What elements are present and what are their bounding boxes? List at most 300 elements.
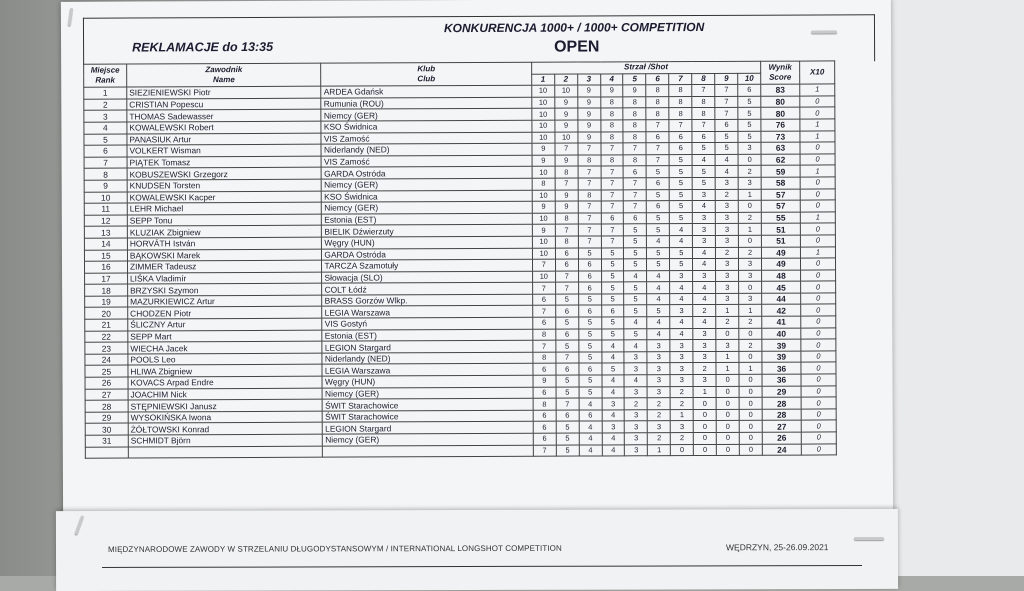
shot-cell: 3 [647, 352, 670, 364]
x10-cell: 0 [801, 397, 836, 409]
shot-cell: 5 [669, 154, 692, 166]
name-cell: BĄKOWSKI Marek [127, 249, 322, 261]
name-cell: SIEZIENIEWSKI Piotr [127, 86, 322, 98]
shot-cell: 3 [693, 212, 716, 224]
shot-cell: 8 [623, 97, 646, 109]
shot-cell: 3 [715, 200, 738, 212]
shot-cell: 6 [715, 119, 738, 131]
shot-cell: 9 [578, 132, 601, 144]
score-cell: 29 [762, 386, 801, 398]
rank-cell: 2 [84, 99, 127, 111]
shot-cell: 7 [623, 143, 646, 155]
shot-number-header: 7 [669, 73, 692, 85]
shot-cell: 8 [623, 108, 646, 120]
name-cell: BRZYSKI Szymon [128, 283, 323, 295]
shot-cell: 4 [670, 317, 693, 329]
x10-cell: 0 [800, 223, 835, 235]
name-cell: PANASIUK Artur [127, 133, 322, 145]
club-cell: LEGION Stargard [323, 422, 533, 435]
rank-cell: 14 [84, 238, 127, 250]
rank-cell: 12 [84, 215, 127, 227]
shot-cell: 0 [738, 154, 761, 166]
shot-cell: 5 [670, 247, 693, 259]
shot-cell: 0 [716, 421, 739, 433]
rank-cell: 7 [84, 157, 127, 169]
shot-cell: 6 [579, 410, 602, 422]
shot-cell: 3 [670, 375, 693, 387]
shot-cell: 9 [555, 120, 578, 132]
shot-cell: 5 [601, 247, 624, 259]
shot-cell: 9 [555, 155, 578, 167]
club-cell: Rumunia (ROU) [321, 97, 531, 110]
shot-cell: 6 [646, 131, 669, 143]
x10-cell: 0 [801, 432, 836, 444]
shot-cell: 5 [555, 294, 578, 306]
club-cell: Estonia (EST) [322, 213, 532, 226]
shot-cell: 9 [532, 201, 555, 213]
name-cell: KOWALEWSKI Kacper [127, 191, 322, 203]
shot-cell: 4 [579, 445, 602, 457]
x10-cell: 0 [801, 281, 836, 293]
results-sheet [61, 0, 893, 522]
shot-cell: 7 [532, 259, 555, 271]
shot-cell: 1 [716, 351, 739, 363]
name-cell: ŚLICZNY Artur [128, 318, 323, 330]
shot-cell: 3 [693, 340, 716, 352]
rank-header: Miejsce Rank [84, 64, 127, 87]
x10-cell: 0 [801, 339, 836, 351]
rank-cell: 8 [84, 168, 127, 180]
shot-cell: 5 [669, 177, 692, 189]
score-cell: 40 [762, 328, 801, 340]
shot-number-header: 5 [623, 73, 646, 85]
shot-cell: 3 [693, 374, 716, 386]
shot-cell: 2 [670, 386, 693, 398]
shot-cell: 0 [739, 374, 762, 386]
shot-cell: 0 [739, 351, 762, 363]
shot-cell: 6 [692, 131, 715, 143]
shot-cell: 5 [692, 177, 715, 189]
shot-cell: 7 [601, 189, 624, 201]
shot-cell: 5 [556, 375, 579, 387]
shot-cell: 5 [624, 328, 647, 340]
name-cell: SCHMIDT Björn [128, 434, 323, 446]
shot-cell: 3 [670, 340, 693, 352]
shot-cell: 8 [555, 166, 578, 178]
shot-cell: 8 [646, 96, 669, 108]
shot-cell: 7 [715, 85, 738, 97]
club-cell: ARDEA Gdańsk [321, 85, 531, 98]
shot-cell: 3 [716, 282, 739, 294]
shot-cell: 3 [625, 421, 648, 433]
shot-cell: 5 [579, 375, 602, 387]
shot-cell: 4 [693, 247, 716, 259]
shot-cell: 7 [601, 224, 624, 236]
shot-cell: 6 [647, 201, 670, 213]
shot-cell: 8 [646, 108, 669, 120]
shot-cell: 5 [624, 236, 647, 248]
shot-cell: 2 [738, 212, 761, 224]
x10-cell: 0 [801, 328, 836, 340]
name-cell: THOMAS Sadewasser [127, 110, 322, 122]
shot-cell: 10 [532, 190, 555, 202]
shot-cell: 3 [602, 421, 625, 433]
shot-cell: 5 [601, 294, 624, 306]
shot-cell: 0 [716, 432, 739, 444]
shot-cell: 8 [533, 352, 556, 364]
name-cell: KNUDSEN Torsten [127, 179, 322, 191]
name-cell: VOLKERT Wisman [127, 144, 322, 156]
x10-cell: 1 [800, 212, 835, 224]
shot-cell: 2 [648, 398, 671, 410]
shot-cell: 0 [694, 444, 717, 456]
score-cell: 42 [762, 305, 801, 317]
rank-cell: 15 [84, 250, 127, 262]
rank-cell: 30 [85, 423, 128, 435]
shot-cell: 0 [693, 421, 716, 433]
x10-header: X10 [800, 61, 835, 84]
shot-cell: 4 [624, 317, 647, 329]
shot-cell: 5 [578, 247, 601, 259]
shot-number-header: 8 [692, 73, 715, 85]
event-name: MIĘDZYNARODOWE ZAWODY W STRZELANIU DŁUGODYSTANSOWYM / INTERNATIONAL LONGSHOT COMPETITION [107, 543, 562, 554]
x10-cell: 0 [800, 107, 835, 119]
score-cell: 49 [762, 258, 801, 270]
shot-cell: 1 [738, 224, 761, 236]
shot-cell: 0 [738, 200, 761, 212]
shot-cell: 3 [602, 398, 625, 410]
x10-cell: 0 [800, 154, 835, 166]
shot-cell: 5 [578, 294, 601, 306]
shot-cell: 5 [601, 282, 624, 294]
shot-cell: 8 [600, 97, 623, 109]
shot-cell: 5 [669, 166, 692, 178]
shot-cell: 5 [715, 131, 738, 143]
rank-cell: 18 [85, 284, 128, 296]
shot-cell: 10 [532, 120, 555, 132]
shot-cell: 6 [647, 178, 670, 190]
category-title: OPEN [554, 38, 600, 56]
rank-cell: 1 [84, 87, 127, 99]
shot-cell: 6 [624, 166, 647, 178]
shot-cell: 5 [578, 329, 601, 341]
shot-cell: 3 [739, 258, 762, 270]
club-cell: GARDA Ostróda [322, 167, 532, 180]
x10-cell: 0 [800, 177, 835, 189]
score-cell: 80 [761, 96, 800, 108]
shot-cell: 3 [625, 386, 648, 398]
shot-cell: 9 [554, 97, 577, 109]
shot-cell: 6 [555, 306, 578, 318]
club-cell: Węgry (HUN) [322, 375, 532, 388]
shot-cell: 9 [600, 85, 623, 97]
shot-cell: 3 [647, 340, 670, 352]
shot-cell: 5 [556, 445, 579, 457]
shot-cell: 6 [738, 84, 761, 96]
shot-cell: 6 [533, 422, 556, 434]
shot-cell: 7 [646, 120, 669, 132]
club-cell: ŚWIT Starachowice [323, 410, 533, 423]
score-cell: 73 [761, 131, 800, 143]
shot-cell: 9 [578, 120, 601, 132]
rank-cell: 13 [84, 226, 127, 238]
shot-cell: 5 [624, 224, 647, 236]
shot-cell: 5 [624, 247, 647, 259]
score-cell: 48 [762, 270, 801, 282]
shot-cell: 6 [533, 410, 556, 422]
shot-cell: 3 [625, 410, 648, 422]
shot-cell: 6 [578, 271, 601, 283]
rank-cell: 25 [85, 365, 128, 377]
shot-cell: 7 [601, 201, 624, 213]
name-header: Zawodnik Name [127, 63, 322, 87]
club-cell: Niemcy (GER) [323, 433, 533, 446]
footer-divider [102, 565, 862, 568]
score-cell: 83 [761, 84, 800, 96]
shot-cell: 8 [533, 329, 556, 341]
shot-cell: 5 [692, 143, 715, 155]
score-cell: 51 [761, 235, 800, 247]
club-cell: KSO Świdnica [321, 120, 531, 133]
shot-cell: 4 [647, 317, 670, 329]
x10-cell: 1 [800, 246, 835, 258]
shot-cell: 10 [532, 132, 555, 144]
shot-number-header: 10 [738, 73, 761, 85]
shot-cell: 7 [624, 189, 647, 201]
shot-cell: 9 [532, 224, 555, 236]
shot-cell: 2 [716, 247, 739, 259]
shot-cell: 2 [670, 398, 693, 410]
x10-cell: 0 [801, 420, 836, 432]
shot-cell: 3 [716, 293, 739, 305]
shot-cell: 6 [533, 364, 556, 376]
x10-cell: 0 [801, 374, 836, 386]
club-cell: Niemcy (GER) [322, 387, 532, 400]
shot-cell: 7 [556, 398, 579, 410]
shot-cell: 5 [624, 294, 647, 306]
rank-cell: 22 [85, 331, 128, 343]
club-cell: Estonia (EST) [322, 329, 532, 342]
shot-cell: 8 [578, 189, 601, 201]
shot-cell: 5 [624, 282, 647, 294]
shot-cell: 6 [533, 433, 556, 445]
shot-cell: 7 [578, 224, 601, 236]
shot-cell: 0 [716, 374, 739, 386]
shot-cell: 5 [602, 363, 625, 375]
rank-cell: 28 [85, 400, 128, 412]
results-body [84, 84, 837, 458]
score-cell: 36 [762, 374, 801, 386]
shot-cell: 3 [624, 352, 647, 364]
shot-cell: 4 [693, 317, 716, 329]
shot-header: Strzał /Shot [531, 61, 760, 74]
shot-cell: 7 [532, 282, 555, 294]
shot-cell: 10 [532, 97, 555, 109]
shot-cell: 6 [579, 363, 602, 375]
shot-cell: 0 [739, 386, 762, 398]
shot-cell: 6 [556, 363, 579, 375]
reklamacje-note: REKLAMACJE do 13:35 [132, 39, 274, 55]
shot-cell: 3 [648, 421, 671, 433]
shot-cell: 3 [738, 177, 761, 189]
shot-cell: 2 [716, 316, 739, 328]
x10-cell: 0 [801, 304, 836, 316]
club-cell: BIELIK Dźwierzuty [322, 225, 532, 238]
shot-number-header: 3 [577, 74, 600, 86]
pin-icon [854, 537, 884, 540]
x10-cell: 1 [800, 165, 835, 177]
shot-cell: 4 [692, 154, 715, 166]
rank-cell: 26 [85, 377, 128, 389]
score-cell: 36 [762, 363, 801, 375]
name-cell: KOVACS Arpad Endre [128, 376, 323, 388]
shot-cell: 3 [715, 212, 738, 224]
shot-cell: 3 [693, 270, 716, 282]
shot-cell: 8 [669, 96, 692, 108]
shot-cell: 0 [716, 386, 739, 398]
shot-cell: 4 [670, 293, 693, 305]
shot-cell: 6 [555, 259, 578, 271]
shot-cell: 2 [693, 363, 716, 375]
shot-cell: 7 [578, 143, 601, 155]
x10-cell: 1 [800, 119, 835, 131]
shot-cell: 7 [555, 224, 578, 236]
club-cell: Węgry (HUN) [322, 236, 532, 249]
shot-cell: 8 [532, 178, 555, 190]
shot-cell: 0 [738, 235, 761, 247]
shot-cell: 6 [601, 213, 624, 225]
shot-cell: 3 [670, 270, 693, 282]
shot-cell: 4 [715, 154, 738, 166]
sheet-header [83, 14, 875, 64]
club-cell: Niderlandy (NED) [322, 352, 532, 365]
x10-cell: 0 [801, 293, 836, 305]
shot-cell: 7 [533, 340, 556, 352]
shot-cell: 8 [555, 213, 578, 225]
shot-cell: 5 [556, 421, 579, 433]
shot-cell: 6 [578, 259, 601, 271]
shot-cell: 4 [602, 444, 625, 456]
name-cell: STĘPNIEWSKI Janusz [128, 399, 323, 411]
x10-cell: 0 [801, 270, 836, 282]
rank-cell: 9 [84, 180, 127, 192]
shot-cell: 3 [670, 305, 693, 317]
rank-cell: 10 [84, 192, 127, 204]
club-cell [323, 445, 533, 458]
shot-cell: 6 [624, 212, 647, 224]
shot-cell: 3 [693, 235, 716, 247]
pin-icon [75, 515, 85, 535]
club-cell: Niemcy (GER) [322, 201, 532, 214]
shot-cell: 7 [692, 119, 715, 131]
shot-cell: 0 [739, 432, 762, 444]
competition-title: KONKURENCJA 1000+ / 1000+ COMPETITION [443, 20, 705, 36]
pin-icon [68, 8, 73, 26]
rank-cell: 20 [85, 307, 128, 319]
score-cell: 58 [761, 177, 800, 189]
footer-sheet [56, 509, 898, 591]
shot-cell: 4 [601, 340, 624, 352]
shot-number-header: 6 [646, 73, 669, 85]
shot-cell: 4 [670, 282, 693, 294]
shot-cell: 6 [669, 143, 692, 155]
shot-cell: 7 [578, 236, 601, 248]
shot-cell: 3 [624, 363, 647, 375]
shot-cell: 10 [532, 271, 555, 283]
shot-cell: 9 [555, 190, 578, 202]
shot-cell: 7 [555, 282, 578, 294]
shot-cell: 5 [647, 224, 670, 236]
shot-cell: 4 [579, 433, 602, 445]
shot-cell: 5 [670, 189, 693, 201]
shot-cell: 2 [715, 189, 738, 201]
shot-cell: 9 [577, 97, 600, 109]
x10-cell: 0 [800, 142, 835, 154]
x10-cell: 0 [800, 96, 835, 108]
shot-cell: 5 [624, 305, 647, 317]
shot-cell: 1 [648, 444, 671, 456]
name-cell: ZIMMER Tadeusz [127, 260, 322, 272]
shot-cell: 5 [601, 259, 624, 271]
shot-cell: 3 [625, 433, 648, 445]
shot-number-header: 1 [531, 74, 554, 86]
name-cell: WYSOKIŃSKA Iwona [128, 411, 323, 423]
shot-cell: 7 [624, 178, 647, 190]
shot-cell: 4 [715, 166, 738, 178]
shot-cell: 5 [647, 212, 670, 224]
shot-cell: 3 [693, 224, 716, 236]
score-cell: 62 [761, 154, 800, 166]
shot-cell: 0 [739, 282, 762, 294]
shot-cell: 6 [601, 305, 624, 317]
shot-cell: 5 [601, 317, 624, 329]
shot-cell: 4 [602, 386, 625, 398]
shot-cell: 4 [647, 282, 670, 294]
shot-cell: 8 [646, 85, 669, 97]
shot-cell: 5 [601, 271, 624, 283]
x10-cell: 1 [800, 130, 835, 142]
shot-cell: 0 [739, 409, 762, 421]
rank-cell: 23 [85, 342, 128, 354]
shot-cell: 7 [578, 213, 601, 225]
score-cell: 59 [761, 165, 800, 177]
shot-cell: 5 [670, 212, 693, 224]
club-cell: GARDA Ostróda [322, 248, 532, 261]
shot-cell: 10 [532, 109, 555, 121]
shot-cell: 5 [670, 201, 693, 213]
name-cell: JOACHIM Nick [128, 388, 323, 400]
x10-cell: 0 [801, 362, 836, 374]
shot-cell: 5 [647, 247, 670, 259]
shot-cell: 2 [739, 340, 762, 352]
shot-cell: 8 [692, 108, 715, 120]
club-cell: COLT Łódź [322, 283, 532, 296]
club-cell: KSO Świdnica [322, 190, 532, 203]
shot-cell: 0 [693, 398, 716, 410]
shot-cell: 7 [715, 96, 738, 108]
shot-cell: 5 [738, 131, 761, 143]
shot-cell: 2 [671, 433, 694, 445]
shot-cell: 6 [533, 317, 556, 329]
shot-cell: 5 [578, 317, 601, 329]
shot-cell: 4 [693, 293, 716, 305]
shot-cell: 4 [602, 410, 625, 422]
shot-cell: 9 [533, 375, 556, 387]
name-cell: CHODZEN Piotr [128, 307, 323, 319]
shot-cell: 8 [601, 155, 624, 167]
shot-cell: 8 [692, 96, 715, 108]
shot-cell: 7 [556, 352, 579, 364]
